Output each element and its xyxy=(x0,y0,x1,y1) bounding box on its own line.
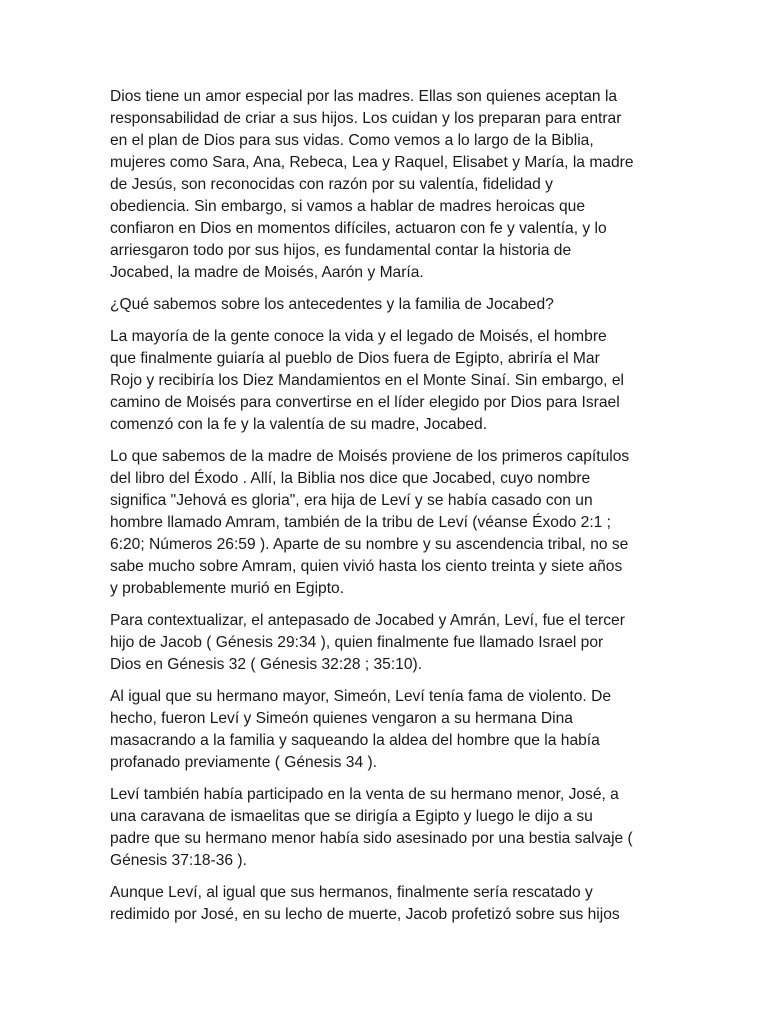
paragraph xyxy=(110,326,660,436)
text-line: obediencia. Sin embargo, si vamos a hablar de madres heroicas que xyxy=(110,198,586,215)
text-line: arriesgaron todo por sus hijos, es fundamental contar la historia de xyxy=(110,242,572,259)
paragraph xyxy=(110,882,660,926)
paragraph xyxy=(110,610,660,676)
paragraph xyxy=(110,686,660,774)
text-line: redimido por José, en su lecho de muerte, Jacob profetizó sobre sus hijos xyxy=(110,906,620,923)
text-line: Jocabed, la madre de Moisés, Aarón y María. xyxy=(110,264,424,281)
text-line: masacrando a la familia y saqueando la aldea del hombre que la había xyxy=(110,732,600,749)
text-line: confiaron en Dios en momentos difíciles, actuaron con fe y valentía, y lo xyxy=(110,220,607,237)
paragraph xyxy=(110,294,660,316)
text-line: que finalmente guiaría al pueblo de Dios fuera de Egipto, abriría el Mar xyxy=(110,350,600,367)
text-line: Génesis 37:18-36 ). xyxy=(110,852,247,869)
text-line: hecho, fueron Leví y Simeón quienes vengaron a su hermana Dina xyxy=(110,710,573,727)
paragraph xyxy=(110,784,660,872)
text-line: significa "Jehová es gloria", era hija de Leví y se había casado con un xyxy=(110,492,593,509)
text-line: comenzó con la fe y la valentía de su madre, Jocabed. xyxy=(110,416,488,433)
text-line: La mayoría de la gente conoce la vida y el legado de Moisés, el hombre xyxy=(110,328,607,345)
text-line: Lo que sabemos de la madre de Moisés proviene de los primeros capítulos xyxy=(110,448,630,465)
text-line: en el plan de Dios para sus vidas. Como vemos a lo largo de la Biblia, xyxy=(110,132,594,149)
text-line: Dios tiene un amor especial por las madres. Ellas son quienes aceptan la xyxy=(110,88,618,105)
text-line: sabe mucho sobre Amram, quien vivió hasta los ciento treinta y siete años xyxy=(110,558,623,575)
text-line: Para contextualizar, el antepasado de Jocabed y Amrán, Leví, fue el tercer xyxy=(110,612,625,629)
text-line: una caravana de ismaelitas que se dirigía a Egipto y luego le dijo a su xyxy=(110,808,593,825)
text-line: padre que su hermano menor había sido asesinado por una bestia salvaje ( xyxy=(110,830,633,847)
text-line: camino de Moisés para convertirse en el líder elegido por Dios para Israel xyxy=(110,394,620,411)
text-line: ¿Qué sabemos sobre los antecedentes y la familia de Jocabed? xyxy=(110,296,554,313)
paragraph xyxy=(110,446,660,600)
document-body xyxy=(110,86,660,926)
text-line: mujeres como Sara, Ana, Rebeca, Lea y Raquel, Elisabet y María, la madre xyxy=(110,154,634,171)
text-line: Rojo y recibiría los Diez Mandamientos en el Monte Sinaí. Sin embargo, el xyxy=(110,372,624,389)
text-line: Leví también había participado en la venta de su hermano menor, José, a xyxy=(110,786,619,803)
text-line: y probablemente murió en Egipto. xyxy=(110,580,345,597)
text-line: de Jesús, son reconocidas con razón por su valentía, fidelidad y xyxy=(110,176,553,193)
paragraph xyxy=(110,86,660,284)
text-line: Aunque Leví, al igual que sus hermanos, finalmente sería rescatado y xyxy=(110,884,593,901)
text-line: 6:20; Números 26:59 ). Aparte de su nombre y su ascendencia tribal, no se xyxy=(110,536,629,553)
text-line: profanado previamente ( Génesis 34 ). xyxy=(110,754,377,771)
text-line: Al igual que su hermano mayor, Simeón, Leví tenía fama de violento. De xyxy=(110,688,612,705)
text-line: hijo de Jacob ( Génesis 29:34 ), quien finalmente fue llamado Israel por xyxy=(110,634,604,651)
text-line: del libro del Éxodo . Allí, la Biblia nos dice que Jocabed, cuyo nombre xyxy=(110,470,591,487)
text-line: responsabilidad de criar a sus hijos. Los cuidan y los preparan para entrar xyxy=(110,110,622,127)
text-line: Dios en Génesis 32 ( Génesis 32:28 ; 35:10). xyxy=(110,656,423,673)
text-line: hombre llamado Amram, también de la tribu de Leví (véanse Éxodo 2:1 ; xyxy=(110,514,612,531)
